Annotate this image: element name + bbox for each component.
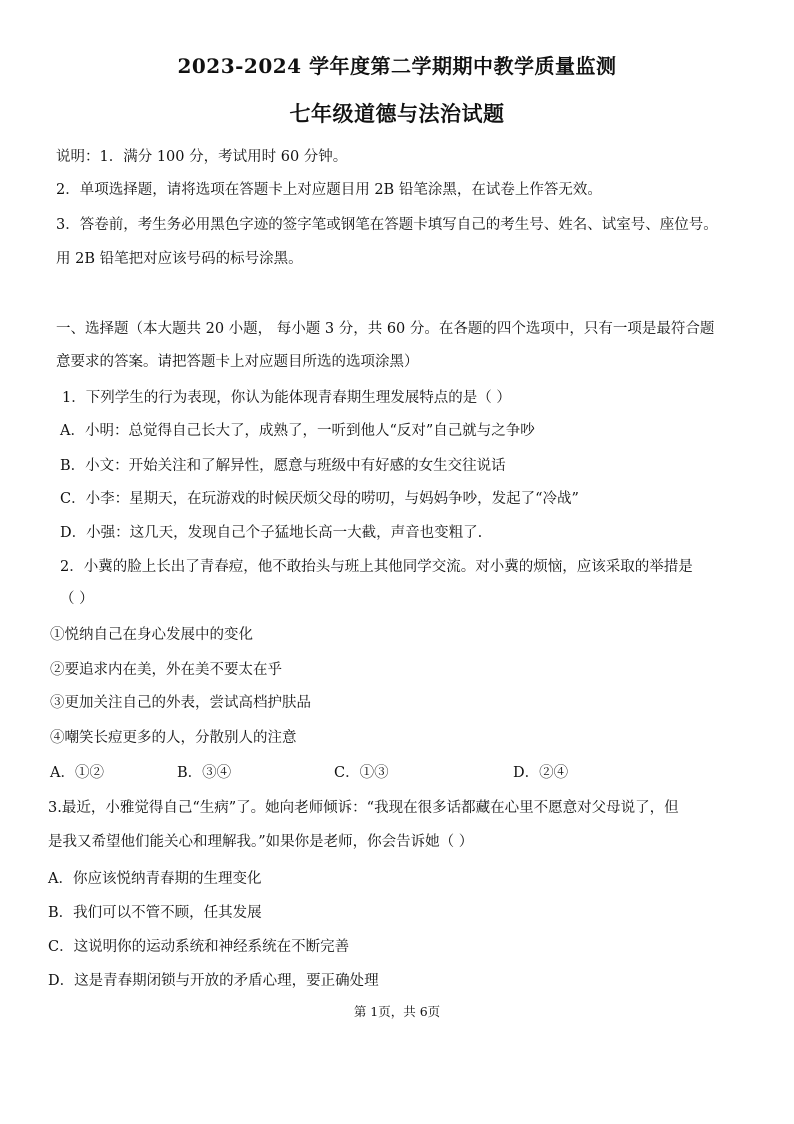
question-3-stem-cont: 是我又希望他们能关心和理解我。”如果你是老师，你会告诉她（ ） <box>48 834 474 850</box>
question-3-option-a: A．你应该悦纳青春期的生理变化 <box>48 871 262 887</box>
question-2-stem: 2．小冀的脸上长出了青春痘，他不敢抬头与班上其他同学交流。对小冀的烦恼，应该采取的举措是 <box>60 559 693 575</box>
question-1-option-c: C．小李：星期天，在玩游戏的时候厌烦父母的唠叨，与妈妈争吵，发起了“冷战” <box>60 491 579 507</box>
question-2-item: ④嘲笑长痘更多的人，分散别人的注意 <box>50 730 297 746</box>
exam-subtitle: 七年级道德与法治试题 <box>289 101 505 126</box>
instruction-line: 3．答卷前，考生务必用黑色字迹的签字笔或钢笔在答题卡填写自己的考生号、姓名、试室号、座位号。 <box>56 217 718 233</box>
question-2-option-a: A．①② <box>50 765 104 781</box>
question-3-option-b: B．我们可以不管不顾，任其发展 <box>48 905 262 921</box>
question-2-item: ①悦纳自己在身心发展中的变化 <box>50 627 253 643</box>
question-2-option-b: B．③④ <box>177 765 232 781</box>
question-2-item: ②要追求内在美，外在美不要太在乎 <box>50 662 282 678</box>
exam-title: 2023-2024 学年度第二学期期中教学质量监测 <box>177 54 617 78</box>
question-3-stem: 3.最近，小雅觉得自己“生病”了。她向老师倾诉：“我现在很多话都藏在心里不愿意对父母说了，但 <box>48 800 679 816</box>
question-1-stem: 1．下列学生的行为表现，你认为能体现青春期生理发展特点的是（ ） <box>62 390 511 406</box>
section-heading: 一、选择题（本大题共 20 小题， 每小题 3 分，共 60 分。在各题的四个选项中，只有一项是最符合题 <box>56 321 715 337</box>
question-2-paren: （ ） <box>60 591 94 607</box>
section-heading-cont: 意要求的答案。请把答题卡上对应题目所选的选项涂黑） <box>56 354 419 370</box>
question-1-option-d: D．小强：这几天，发现自己个子猛地长高一大截，声音也变粗了. <box>60 525 483 541</box>
question-2-option-c: C．①③ <box>334 765 389 781</box>
page-number: 第 1页，共 6页 <box>353 1004 441 1019</box>
question-2-option-d: D．②④ <box>513 765 569 781</box>
instruction-line: 2．单项选择题，请将选项在答题卡上对应题目用 2B 铅笔涂黑，在试卷上作答无效。 <box>56 182 602 198</box>
instruction-line: 说明：1．满分 100 分，考试用时 60 分钟。 <box>56 149 348 165</box>
question-3-option-d: D．这是青春期闭锁与开放的矛盾心理，要正确处理 <box>48 973 379 989</box>
question-3-option-c: C．这说明你的运动系统和神经系统在不断完善 <box>48 939 350 955</box>
question-2-item: ③更加关注自己的外表，尝试高档护肤品 <box>50 695 311 711</box>
question-1-option-b: B．小文：开始关注和了解异性，愿意与班级中有好感的女生交往说话 <box>60 458 506 474</box>
question-1-option-a: A．小明：总觉得自己长大了，成熟了，一听到他人“反对”自己就与之争吵 <box>60 423 535 439</box>
instruction-line: 用 2B 铅笔把对应该号码的标号涂黑。 <box>56 251 303 267</box>
